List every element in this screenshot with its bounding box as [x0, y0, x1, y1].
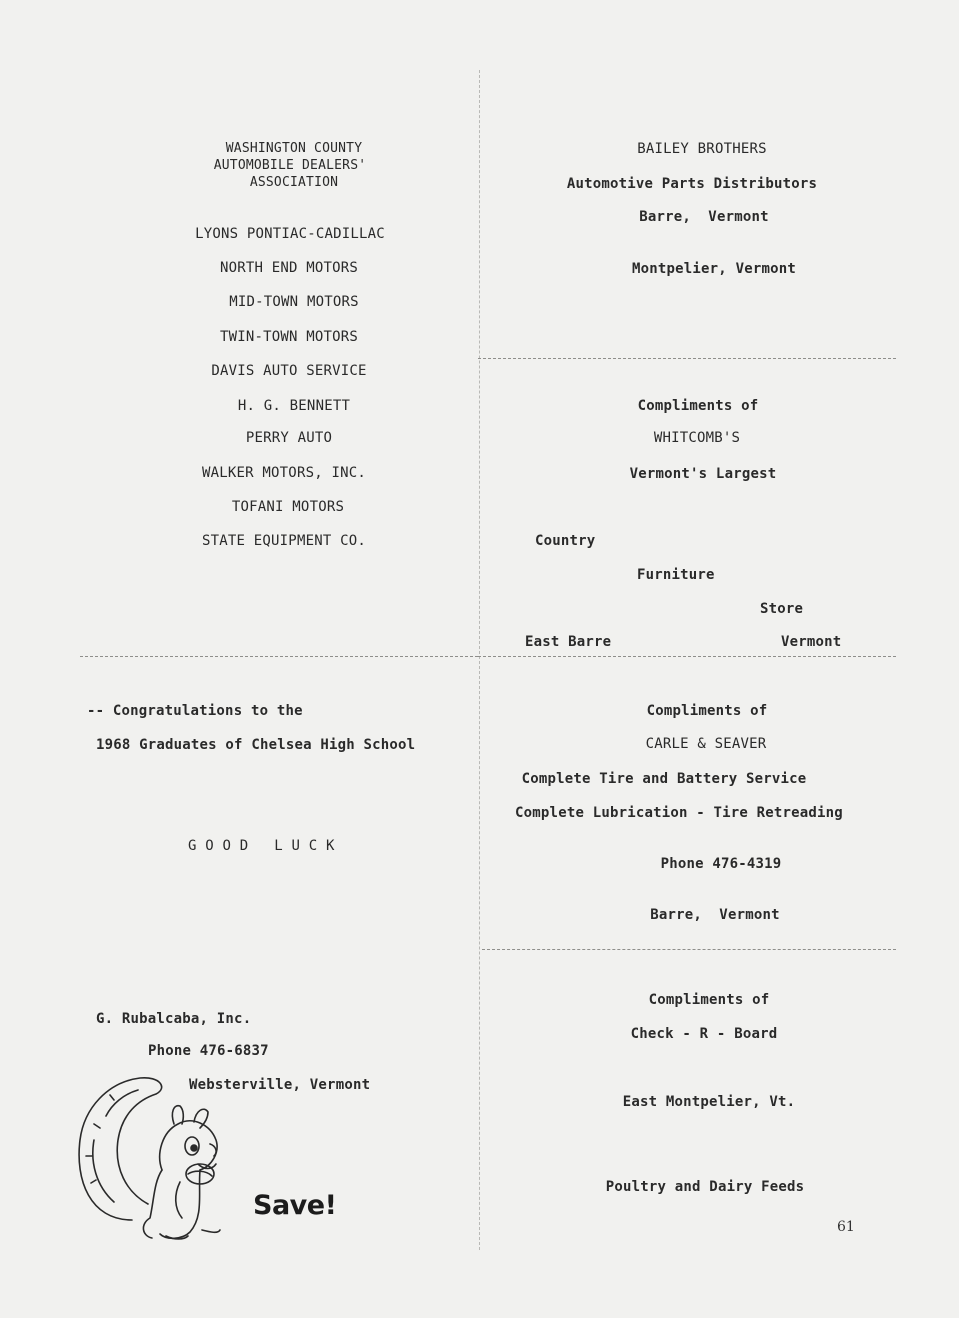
rubalcaba-town: Websterville, Vermont — [189, 1077, 371, 1093]
whitcomb-compliments: Compliments of — [637, 398, 759, 414]
dealer-item: DAVIS AUTO SERVICE — [211, 363, 367, 379]
whitcomb-tagline: Vermont's Largest — [629, 466, 777, 482]
bailey-location-1: Barre, Vermont — [639, 209, 769, 225]
bailey-location-2: Montpelier, Vermont — [632, 261, 796, 277]
whitcomb-word-store: Store — [760, 601, 804, 617]
carle-compliments: Compliments of — [646, 703, 768, 719]
association-title-line1: WASHINGTON COUNTY — [225, 141, 363, 156]
dealer-item: PERRY AUTO — [245, 430, 333, 446]
bailey-description: Automotive Parts Distributors — [566, 176, 818, 192]
checkrboard-compliments: Compliments of — [648, 992, 770, 1008]
divider-right-3 — [482, 949, 896, 950]
whitcomb-word-furniture: Furniture — [637, 567, 715, 583]
dealer-item: NORTH END MOTORS — [219, 260, 359, 276]
page-number: 61 — [837, 1219, 855, 1235]
save-slogan: Save! — [253, 1190, 337, 1221]
congrats-line2: 1968 Graduates of Chelsea High School — [96, 737, 416, 753]
dealer-item: MID-TOWN MOTORS — [229, 294, 359, 310]
squirrel-drawing — [79, 1078, 220, 1239]
rubalcaba-name: G. Rubalcaba, Inc. — [96, 1011, 252, 1027]
good-luck: G O O D L U C K — [188, 838, 335, 854]
whitcomb-word-country: Country — [535, 533, 596, 549]
dealer-item: LYONS PONTIAC-CADILLAC — [195, 226, 385, 242]
column-divider — [479, 70, 480, 1250]
divider-right-2 — [478, 656, 896, 657]
checkrboard-name: Check - R - Board — [630, 1026, 778, 1042]
association-title-line2: AUTOMOBILE DEALERS' — [213, 158, 367, 173]
divider-right-1 — [478, 358, 896, 359]
whitcomb-state: Vermont — [781, 634, 842, 650]
carle-service-line2: Complete Lubrication - Tire Retreading — [515, 805, 843, 821]
carle-town: Barre, Vermont — [650, 907, 780, 923]
checkrboard-town: East Montpelier, Vt. — [622, 1094, 796, 1110]
bailey-name: BAILEY BROTHERS — [637, 141, 767, 157]
dealer-item: WALKER MOTORS, INC. — [202, 465, 366, 481]
carle-name: CARLE & SEAVER — [645, 736, 767, 752]
dealer-item: H. G. BENNETT — [237, 398, 351, 414]
congrats-line1: -- Congratulations to the — [87, 703, 303, 719]
whitcomb-name: WHITCOMB'S — [653, 430, 741, 446]
rubalcaba-phone: Phone 476-6837 — [148, 1043, 269, 1059]
dealer-item: TWIN-TOWN MOTORS — [219, 329, 359, 345]
dealer-item: STATE EQUIPMENT CO. — [202, 533, 366, 549]
divider-left-1 — [80, 656, 478, 657]
dealer-item: TOFANI MOTORS — [231, 499, 345, 515]
carle-service-line1: Complete Tire and Battery Service — [521, 771, 807, 787]
carle-phone: Phone 476-4319 — [660, 856, 782, 872]
association-title-line3: ASSOCIATION — [249, 175, 339, 190]
squirrel-illustration — [70, 1070, 240, 1245]
whitcomb-town: East Barre — [525, 634, 612, 650]
checkrboard-products: Poultry and Dairy Feeds — [605, 1179, 805, 1195]
